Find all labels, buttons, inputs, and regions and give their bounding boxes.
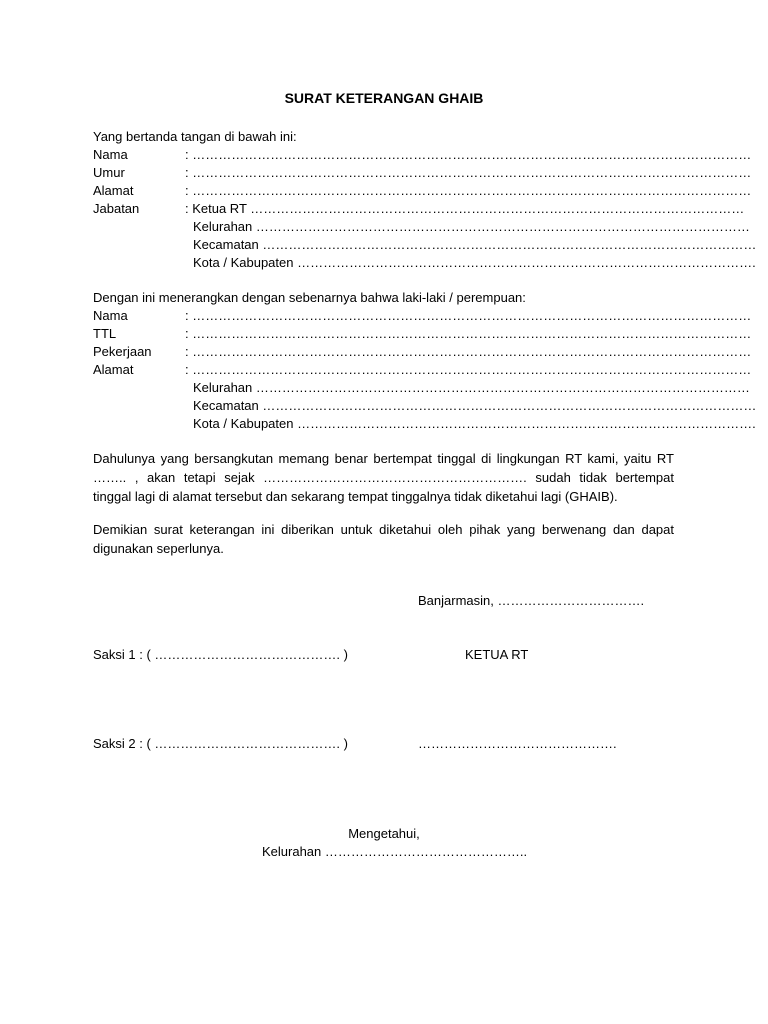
subject-address-label: Alamat [93, 362, 134, 377]
acknowledged-label: Mengetahui, [348, 826, 420, 841]
subject-ttl-value: : ………………………………………………………………………………………………………………… [185, 326, 752, 341]
witness-1: Saksi 1 : ( ……………………………………. ) [93, 647, 348, 662]
subject-job-label: Pekerjaan [93, 344, 152, 359]
signer-age-row [93, 164, 751, 182]
signer-address-label: Alamat [93, 183, 134, 198]
subject-address-row [93, 361, 751, 379]
subject-job-row [93, 343, 751, 361]
body-paragraph-1: Dahulunya yang bersangkutan memang benar bertempat tinggal di lingkungan RT kami, yaitu RT …….. , akan tetapi sejak ……………………………………………………. sudah tidak bertempat tinggal lagi di alamat tersebut dan sekarang tempat tinggalnya tidak diketahui lagi (GHAIB). [93, 451, 674, 504]
subject-name-row [93, 307, 751, 325]
signer-kota: Kota / Kabupaten ……………………………………………………………………………………………. [193, 255, 756, 270]
document-title: SURAT KETERANGAN GHAIB [284, 90, 484, 106]
signer-address-value: : ………………………………………………………………………………………………………………… [185, 183, 752, 198]
subject-name-label: Nama [93, 308, 128, 323]
signer-age-value: : ………………………………………………………………………………………………………………… [185, 165, 752, 180]
ketua-rt-signature-line: ………………………………………. [418, 736, 617, 751]
subject-ttl-label: TTL [93, 326, 117, 341]
signer-name-label: Nama [93, 147, 128, 162]
signer-kelurahan: Kelurahan …………………………………………………………………………………………………… [193, 219, 750, 234]
signer-name-row [93, 146, 751, 164]
subject-job-value: : ………………………………………………………………………………………………………………… [185, 344, 752, 359]
signer-age-label: Umur [93, 165, 125, 180]
subject-name-value: : ………………………………………………………………………………………………………………… [185, 308, 752, 323]
signer-address-row [93, 182, 751, 200]
section2-intro: Dengan ini menerangkan dengan sebenarnya bahwa laki-laki / perempuan: [93, 290, 526, 305]
subject-ttl-row [93, 325, 751, 343]
signer-position-row [93, 200, 744, 218]
witness-2: Saksi 2 : ( ……………………………………. ) [93, 736, 348, 751]
ketua-rt-title: KETUA RT [465, 647, 529, 662]
section1-intro: Yang bertanda tangan di bawah ini: [93, 129, 297, 144]
signer-name-value: : ………………………………………………………………………………………………………………… [185, 147, 752, 162]
place-date: Banjarmasin, ……………………………. [418, 593, 645, 608]
body-paragraph-2: Demikian surat keterangan ini diberikan untuk diketahui oleh pihak yang berwenang dan dapat digunakan seperlunya. [93, 522, 674, 556]
signer-kecamatan: Kecamatan …………………………………………………………………………………………………… [193, 237, 757, 252]
subject-kota: Kota / Kabupaten ……………………………………………………………………………………………. [193, 416, 756, 431]
subject-kelurahan: Kelurahan …………………………………………………………………………………………………… [193, 380, 750, 395]
subject-address-value: : ………………………………………………………………………………………………………………… [185, 362, 752, 377]
subject-kecamatan: Kecamatan …………………………………………………………………………………………………… [193, 398, 757, 413]
signer-position-label: Jabatan [93, 201, 140, 216]
signer-position-value: : Ketua RT …………………………………………………………………………………………………… [185, 201, 745, 216]
kelurahan-signature: Kelurahan ……………………………………….. [262, 844, 528, 859]
